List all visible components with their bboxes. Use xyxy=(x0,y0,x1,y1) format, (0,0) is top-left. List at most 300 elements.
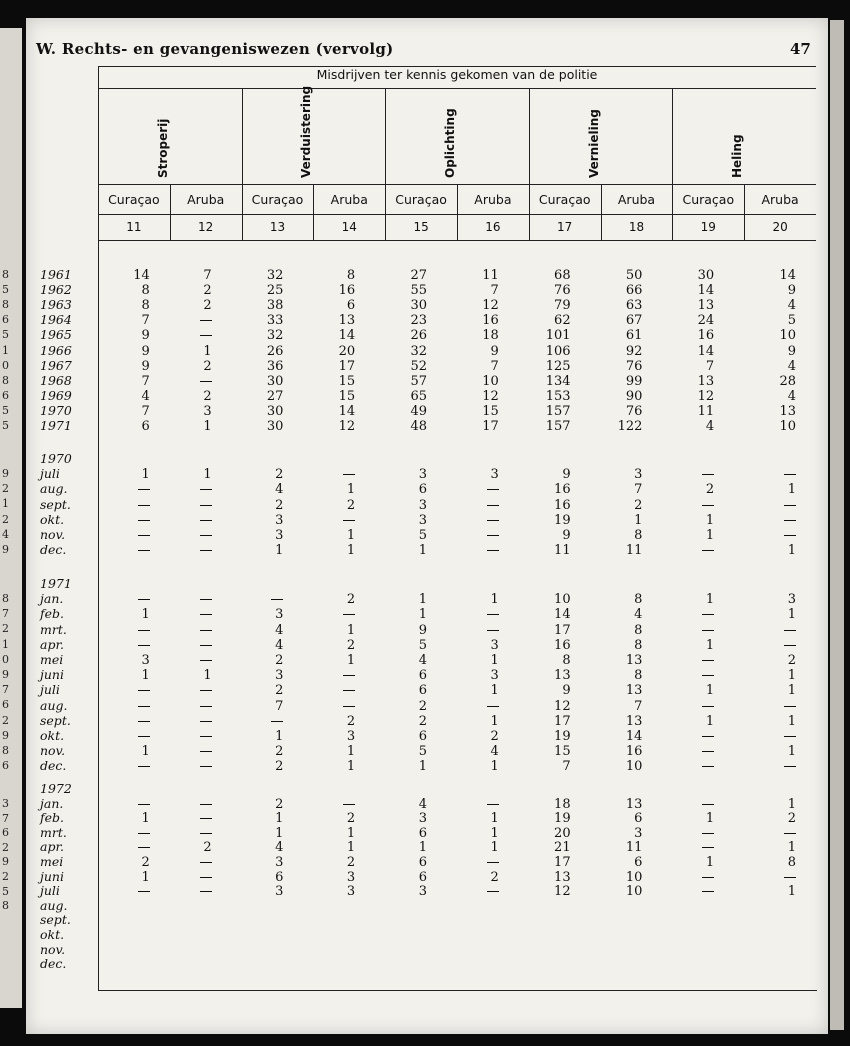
category-divider xyxy=(672,88,673,240)
table-cell: 10 xyxy=(625,884,643,900)
table-cell: 8 xyxy=(634,637,643,653)
table-cell: 28 xyxy=(779,373,796,389)
table-cell: 1 xyxy=(275,825,284,841)
table-cell xyxy=(242,592,284,607)
left-margin-number: 5 xyxy=(2,403,9,417)
table-cell xyxy=(744,498,796,513)
dash xyxy=(200,645,212,646)
table-cell xyxy=(672,668,714,683)
row-label-month: juni xyxy=(40,868,64,884)
table-cell: 12 xyxy=(697,388,715,404)
table-cell: 2 xyxy=(490,869,499,885)
column-number: 15 xyxy=(413,220,429,234)
table-cell: 12 xyxy=(554,698,571,714)
row-label-month: nov. xyxy=(40,527,66,542)
table-cell: 3 xyxy=(490,637,499,653)
table-cell xyxy=(98,714,150,729)
table-cell: 1 xyxy=(418,759,427,775)
table-cell: 12 xyxy=(338,419,356,434)
table-cell: 1 xyxy=(203,467,212,483)
table-cell: 2 xyxy=(275,744,284,760)
dash xyxy=(784,535,796,536)
dash xyxy=(784,474,796,475)
dash xyxy=(784,630,796,631)
table-cell: 1 xyxy=(203,343,212,359)
table-cell xyxy=(170,313,212,328)
table-cell: 3 xyxy=(418,497,427,513)
table-cell: 1 xyxy=(787,668,796,684)
table-cell: 13 xyxy=(697,373,715,389)
dash xyxy=(487,505,499,506)
dash xyxy=(702,804,714,805)
table-cell: 15 xyxy=(338,388,356,404)
table-cell: 1 xyxy=(141,668,150,684)
table-cell: 30 xyxy=(266,403,284,419)
table-cell: 11 xyxy=(482,268,499,283)
rule-under-superheader xyxy=(98,88,816,89)
table-cell: 7 xyxy=(490,283,499,299)
column-number: 12 xyxy=(198,220,214,234)
table-cell: 14 xyxy=(625,729,643,744)
dash xyxy=(702,847,714,848)
dash xyxy=(138,706,150,707)
table-cell: 4 xyxy=(141,388,150,404)
table-cell: 4 xyxy=(787,358,796,374)
table-cell: 38 xyxy=(266,298,284,314)
table-cell xyxy=(457,855,499,870)
left-margin-number: 2 xyxy=(2,840,9,854)
table-cell xyxy=(672,467,714,482)
table-cell: 9 xyxy=(787,343,796,359)
table-cell: 14 xyxy=(133,268,150,283)
table-cell: 1 xyxy=(141,869,150,885)
dash xyxy=(200,320,212,321)
table-cell: 6 xyxy=(418,668,427,684)
table-cell: 52 xyxy=(410,358,427,374)
left-margin-number: 0 xyxy=(2,358,9,372)
category-header-vernieling: Vernieling xyxy=(586,109,601,178)
table-cell xyxy=(170,528,212,543)
table-cell: 1 xyxy=(141,744,150,760)
table-cell: 17 xyxy=(338,358,356,374)
table-cell xyxy=(98,638,150,653)
table-cell: 2 xyxy=(275,759,284,775)
table-cell xyxy=(457,482,499,497)
table-cell: 13 xyxy=(554,869,571,885)
island-header: Curaçao xyxy=(108,192,160,207)
table-cell: 2 xyxy=(275,796,284,812)
table-cell: 13 xyxy=(625,713,643,729)
table-cell xyxy=(672,623,714,638)
table-cell xyxy=(744,699,796,714)
left-margin-number: 6 xyxy=(2,313,9,327)
table-cell: 3 xyxy=(787,592,796,608)
table-cell xyxy=(242,714,284,729)
column-number: 18 xyxy=(628,220,645,234)
table-cell: 1 xyxy=(346,825,356,841)
table-cell: 1 xyxy=(490,825,499,841)
table-cell: 10 xyxy=(779,328,796,344)
dash xyxy=(138,833,150,834)
table-cell: 3 xyxy=(275,528,284,543)
left-margin-number: 1 xyxy=(2,497,9,511)
table-cell xyxy=(744,729,796,744)
dash xyxy=(200,550,212,551)
left-margin-number: 7 xyxy=(2,683,9,697)
dash xyxy=(487,489,499,490)
row-label-year: 1966 xyxy=(40,342,72,358)
table-cell xyxy=(744,513,796,528)
dash xyxy=(343,690,355,691)
table-cell: 30 xyxy=(266,373,284,389)
table-cell xyxy=(313,797,355,812)
table-cell: 1 xyxy=(787,840,796,856)
table-cell xyxy=(98,729,150,744)
table-cell xyxy=(313,683,355,698)
table-cell: 1 xyxy=(634,512,643,528)
table-cell: 1 xyxy=(346,482,356,498)
table-cell: 8 xyxy=(634,528,643,543)
table-cell: 9 xyxy=(141,358,150,374)
dash xyxy=(138,550,150,551)
table-cell: 14 xyxy=(338,328,356,344)
table-cell: 10 xyxy=(779,419,796,434)
table-cell: 14 xyxy=(697,343,715,359)
table-cell: 5 xyxy=(418,744,427,760)
table-cell: 4 xyxy=(705,419,715,434)
table-cell: 13 xyxy=(625,683,643,699)
dash xyxy=(200,520,212,521)
dash xyxy=(343,706,355,707)
table-cell: 6 xyxy=(418,683,427,699)
table-cell: 10 xyxy=(482,373,499,389)
left-margin-number: 8 xyxy=(2,298,9,312)
table-cell: 2 xyxy=(141,855,150,870)
dash xyxy=(487,706,499,707)
table-cell: 8 xyxy=(141,298,150,314)
table-cell: 2 xyxy=(346,855,356,870)
table-cell: 5 xyxy=(418,637,427,653)
table-cell xyxy=(672,744,714,759)
dash xyxy=(200,505,212,506)
dash xyxy=(702,660,714,661)
dash xyxy=(138,520,150,521)
table-cell xyxy=(744,638,796,653)
table-cell xyxy=(313,699,355,714)
dash xyxy=(702,706,714,707)
left-margin-number: 1 xyxy=(2,637,9,651)
dash xyxy=(200,630,212,631)
island-header: Aruba xyxy=(330,192,368,207)
left-margin-number: 5 xyxy=(2,283,9,297)
dash xyxy=(487,891,499,892)
table-cell: 30 xyxy=(266,419,284,434)
table-cell xyxy=(672,826,714,841)
table-cell: 2 xyxy=(346,811,356,827)
table-cell: 76 xyxy=(554,283,571,299)
dash xyxy=(138,804,150,805)
table-cell: 76 xyxy=(625,403,643,419)
table-cell: 7 xyxy=(634,698,643,714)
table-cell xyxy=(457,699,499,714)
left-margin-number: 7 xyxy=(2,607,9,621)
row-label-month: sept. xyxy=(40,712,71,728)
dash xyxy=(487,630,499,631)
table-cell: 16 xyxy=(697,328,715,344)
table-cell: 4 xyxy=(787,298,796,314)
table-cell xyxy=(457,607,499,622)
left-margin-number: 9 xyxy=(2,543,9,556)
dash xyxy=(138,736,150,737)
table-cell: 1 xyxy=(346,759,356,775)
table-cell xyxy=(313,467,355,482)
left-margin-number: 8 xyxy=(2,373,9,387)
table-cell: 1 xyxy=(787,683,796,699)
table-cell: 157 xyxy=(545,403,571,419)
category-divider xyxy=(242,88,243,240)
table-cell: 6 xyxy=(418,729,427,744)
table-cell: 14 xyxy=(338,403,356,419)
row-label-year: 1970 xyxy=(40,451,72,466)
category-header-heling: Heling xyxy=(730,134,745,178)
table-cell xyxy=(170,653,212,668)
dash xyxy=(200,721,212,722)
row-label-year: 1963 xyxy=(40,297,72,313)
table-cell: 11 xyxy=(554,543,571,559)
table-cell: 13 xyxy=(625,796,643,812)
table-cell: 16 xyxy=(625,744,643,760)
category-header-stroperij: Stroperij xyxy=(155,118,170,178)
table-cell: 6 xyxy=(418,482,427,498)
table-cell xyxy=(744,623,796,638)
table-cell xyxy=(170,592,212,607)
table-cell xyxy=(170,884,212,899)
super-header: Misdrijven ter kennis gekomen van de politie xyxy=(316,67,598,82)
table-cell xyxy=(170,811,212,826)
table-cell: 3 xyxy=(418,467,427,483)
table-cell xyxy=(98,840,150,855)
table-cell: 6 xyxy=(418,869,427,885)
island-header: Aruba xyxy=(617,192,656,207)
table-cell: 18 xyxy=(482,328,499,344)
table-cell: 7 xyxy=(562,759,571,775)
row-label-year: 1972 xyxy=(40,781,72,796)
dash xyxy=(200,877,212,878)
table-cell xyxy=(170,826,212,841)
row-label-month: jan. xyxy=(40,795,64,811)
table-cell: 1 xyxy=(346,653,356,668)
table-cell: 1 xyxy=(490,683,499,699)
table-cell: 14 xyxy=(554,607,571,623)
table-cell: 9 xyxy=(562,683,571,699)
table-cell: 49 xyxy=(410,403,427,419)
table-cell: 6 xyxy=(141,419,150,434)
category-divider xyxy=(385,88,386,240)
dash xyxy=(343,614,355,615)
row-label-month: okt. xyxy=(40,511,65,527)
table-cell: 10 xyxy=(554,592,571,608)
table-cell: 3 xyxy=(346,884,356,900)
table-cell: 1 xyxy=(418,543,427,559)
table-cell: 6 xyxy=(418,855,427,870)
table-cell: 106 xyxy=(545,343,571,359)
table-cell: 16 xyxy=(482,313,499,329)
table-cell xyxy=(672,870,714,885)
table-cell: 1 xyxy=(275,729,284,744)
table-cell: 3 xyxy=(275,884,284,900)
table-cell: 32 xyxy=(266,268,284,283)
table-cell: 1 xyxy=(705,811,715,827)
table-cell: 1 xyxy=(418,607,427,623)
row-label-year: 1967 xyxy=(40,357,72,373)
table-cell xyxy=(672,840,714,855)
table-cell xyxy=(98,699,150,714)
dash xyxy=(487,614,499,615)
table-cell: 2 xyxy=(418,713,427,729)
table-cell: 50 xyxy=(625,268,643,283)
row-label-month: nov. xyxy=(40,941,66,957)
table-cell: 1 xyxy=(141,607,150,623)
table-cell: 9 xyxy=(418,622,427,638)
table-cell xyxy=(170,638,212,653)
left-margin-number: 9 xyxy=(2,855,9,869)
table-cell: 16 xyxy=(554,482,571,498)
table-cell xyxy=(672,653,714,668)
table-cell xyxy=(98,826,150,841)
left-margin-number: 8 xyxy=(2,592,9,605)
table-cell: 157 xyxy=(545,419,571,434)
table-cell: 1 xyxy=(490,713,499,729)
table-cell: 1 xyxy=(705,592,715,608)
table-cell: 76 xyxy=(625,358,643,374)
left-margin-number: 9 xyxy=(2,668,9,681)
table-cell xyxy=(170,543,212,558)
table-cell: 1 xyxy=(418,840,427,856)
dash xyxy=(784,706,796,707)
table-cell: 3 xyxy=(418,811,427,827)
dash xyxy=(784,833,796,834)
left-margin-number: 5 xyxy=(2,884,9,898)
table-cell: 13 xyxy=(338,313,356,329)
table-cell: 4 xyxy=(787,388,796,404)
table-cell: 2 xyxy=(203,298,212,314)
dash xyxy=(200,766,212,767)
table-cell: 3 xyxy=(141,653,150,668)
table-cell: 55 xyxy=(410,283,427,299)
dash xyxy=(702,675,714,676)
dash xyxy=(200,736,212,737)
dash xyxy=(487,520,499,521)
column-number: 14 xyxy=(341,220,357,234)
left-margin-number: 2 xyxy=(2,482,9,496)
table-cell xyxy=(170,870,212,885)
row-label-year: 1969 xyxy=(40,387,72,403)
row-label-month: apr. xyxy=(40,839,65,855)
table-cell xyxy=(672,797,714,812)
dash xyxy=(343,520,355,521)
table-cell: 3 xyxy=(275,607,284,623)
table-cell: 7 xyxy=(141,373,150,389)
table-cell: 6 xyxy=(346,298,356,314)
page-number: 47 xyxy=(790,40,811,58)
table-cell: 2 xyxy=(634,497,643,513)
table-cell: 4 xyxy=(418,653,427,668)
dash xyxy=(702,474,714,475)
dash xyxy=(343,675,355,676)
row-label-year: 1970 xyxy=(40,402,72,418)
dash xyxy=(138,891,150,892)
dash xyxy=(200,751,212,752)
row-label-month: aug. xyxy=(40,481,68,497)
table-cell: 2 xyxy=(418,698,427,714)
row-label-month: juni xyxy=(40,667,64,683)
table-cell: 7 xyxy=(141,403,150,419)
dash xyxy=(784,645,796,646)
table-cell: 2 xyxy=(203,358,212,374)
left-margin-number: 5 xyxy=(2,328,9,342)
row-label-month: mei xyxy=(40,652,64,667)
table-cell xyxy=(170,855,212,870)
table-cell: 13 xyxy=(779,403,796,419)
table-cell xyxy=(98,759,150,774)
dash xyxy=(271,721,283,722)
table-cell: 30 xyxy=(697,268,715,283)
island-header: Aruba xyxy=(761,192,799,207)
table-cell xyxy=(98,797,150,812)
table-cell: 33 xyxy=(266,313,284,329)
column-number: 13 xyxy=(269,220,286,234)
table-cell: 153 xyxy=(545,388,571,404)
row-label-month: okt. xyxy=(40,728,65,743)
island-header: Curaçao xyxy=(395,192,447,207)
dash xyxy=(487,535,499,536)
table-cell: 1 xyxy=(346,622,356,638)
table-cell xyxy=(98,528,150,543)
row-label-month: okt. xyxy=(40,927,65,942)
table-cell: 1 xyxy=(787,543,796,559)
table-cell xyxy=(98,592,150,607)
dash xyxy=(784,520,796,521)
page-edge-right xyxy=(830,20,844,1030)
category-header-verduistering: Verduistering xyxy=(299,85,314,178)
table-cell: 2 xyxy=(787,653,796,668)
dash xyxy=(702,877,714,878)
island-header: Curaçao xyxy=(538,192,591,207)
table-cell: 99 xyxy=(625,373,643,389)
table-cell xyxy=(170,744,212,759)
table-cell: 7 xyxy=(705,358,715,374)
table-cell: 11 xyxy=(625,543,643,559)
table-cell: 17 xyxy=(554,713,571,729)
table-cell: 3 xyxy=(490,668,499,684)
table-cell xyxy=(744,759,796,774)
table-cell: 8 xyxy=(787,855,796,870)
table-cell: 19 xyxy=(554,811,571,827)
table-cell: 9 xyxy=(562,467,571,483)
table-cell: 32 xyxy=(410,343,427,359)
table-cell: 32 xyxy=(266,328,284,344)
dash xyxy=(138,599,150,600)
table-cell: 7 xyxy=(275,698,284,714)
table-cell xyxy=(457,797,499,812)
table-cell: 8 xyxy=(634,668,643,684)
table-cell: 20 xyxy=(554,825,571,841)
table-cell: 1 xyxy=(346,744,356,760)
table-cell: 8 xyxy=(346,268,356,283)
table-cell: 1 xyxy=(705,512,715,528)
rule-under-colnums xyxy=(98,240,816,241)
table-cell: 3 xyxy=(634,467,643,483)
